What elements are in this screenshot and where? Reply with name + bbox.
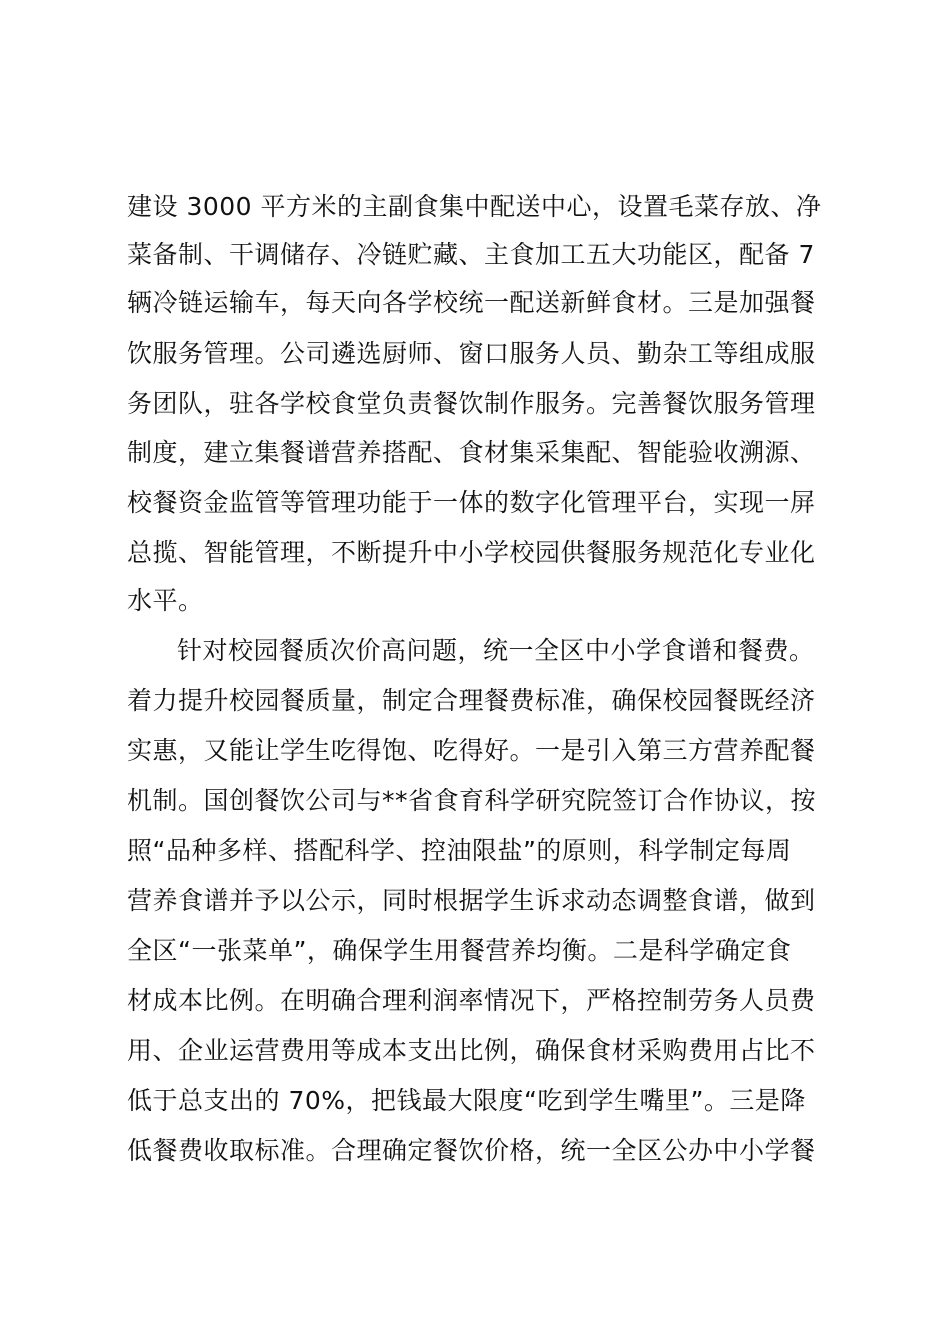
text-line: 低餐费收取标准。合理确定餐饮价格，统一全区公办中小学餐 xyxy=(127,1136,816,1165)
text-line: 用、企业运营费用等成本支出比例，确保食材采购费用占比不 xyxy=(127,1036,816,1065)
text-line: 建设 3000 平方米的主副食集中配送中心，设置毛菜存放、净 xyxy=(127,192,822,221)
text-line: 全区“一张菜单”，确保学生用餐营养均衡。二是科学确定食 xyxy=(127,936,792,965)
text-line: 制度，建立集餐谱营养搭配、食材集采集配、智能验收溯源、 xyxy=(127,438,816,467)
text-line: 校餐资金监管等管理功能于一体的数字化管理平台，实现一屏 xyxy=(127,488,816,517)
paragraph-first-line: 针对校园餐质次价高问题，统一全区中小学食谱和餐费。 xyxy=(177,636,815,665)
text-line: 水平。 xyxy=(127,586,204,615)
text-line: 菜备制、干调储存、冷链贮藏、主食加工五大功能区，配备 7 xyxy=(127,240,815,269)
text-line: 机制。国创餐饮公司与**省食育科学研究院签订合作协议，按 xyxy=(127,786,817,815)
text-line: 低于总支出的 70%，把钱最大限度“吃到学生嘴里”。三是降 xyxy=(127,1086,806,1115)
text-line: 营养食谱并予以公示，同时根据学生诉求动态调整食谱，做到 xyxy=(127,886,816,915)
text-line: 材成本比例。在明确合理利润率情况下，严格控制劳务人员费 xyxy=(127,986,816,1015)
text-line: 照“品种多样、搭配科学、控油限盐”的原则，科学制定每周 xyxy=(127,836,792,865)
text-line: 实惠，又能让学生吃得饱、吃得好。一是引入第三方营养配餐 xyxy=(127,736,816,765)
text-line: 着力提升校园餐质量，制定合理餐费标准，确保校园餐既经济 xyxy=(127,686,816,715)
text-line: 饮服务管理。公司遴选厨师、窗口服务人员、勤杂工等组成服 xyxy=(127,339,816,368)
text-line: 辆冷链运输车，每天向各学校统一配送新鲜食材。三是加强餐 xyxy=(127,288,816,317)
text-line: 总揽、智能管理，不断提升中小学校园供餐服务规范化专业化 xyxy=(127,538,816,567)
text-line: 务团队，驻各学校食堂负责餐饮制作服务。完善餐饮服务管理 xyxy=(127,389,816,418)
